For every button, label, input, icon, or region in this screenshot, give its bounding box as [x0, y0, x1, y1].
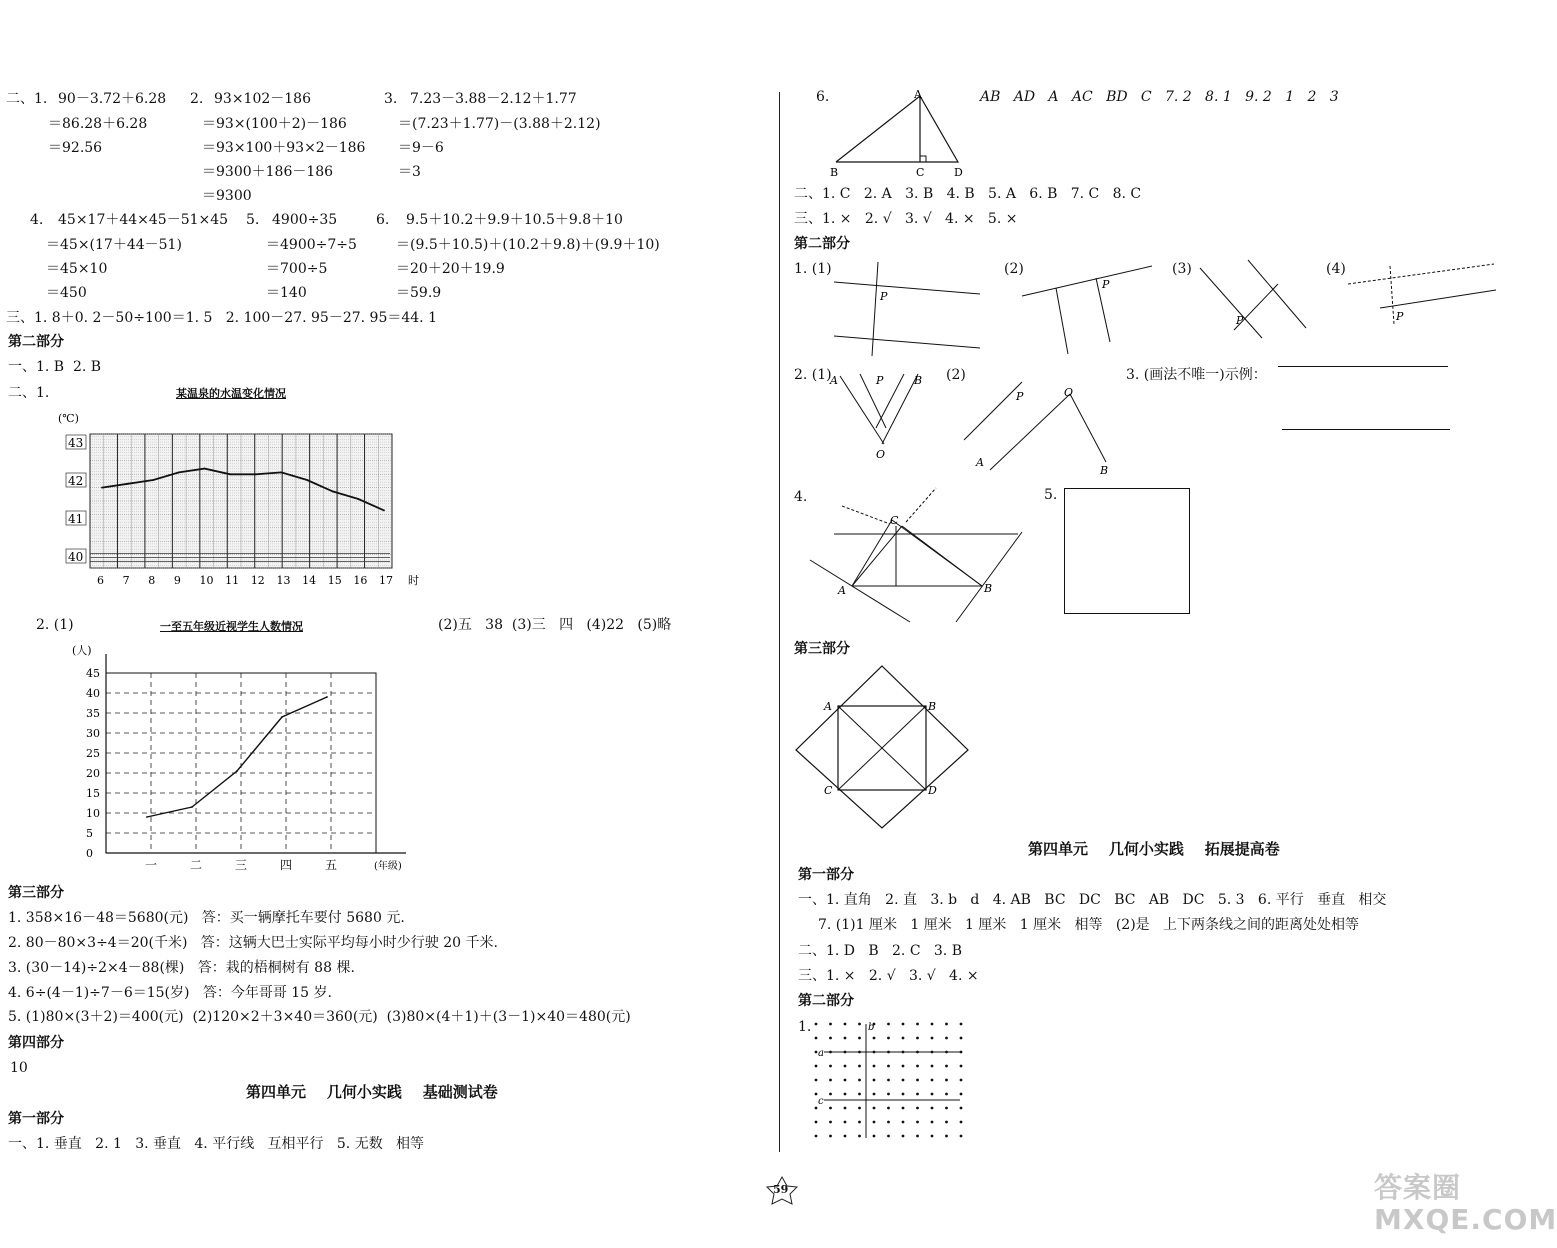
- q1-label-2: (2): [1004, 261, 1024, 277]
- grid-dot: [931, 1135, 934, 1138]
- grid-dot: [844, 1121, 847, 1124]
- grid-dot: [931, 1023, 934, 1026]
- label-c: c: [818, 1096, 824, 1107]
- data-point: [357, 498, 359, 500]
- chart2-title: 一至五年级近视学生人数情况: [160, 620, 303, 633]
- series-line: [147, 697, 327, 817]
- calc-line: ＝(7.23＋1.77)－(3.88＋2.12): [398, 116, 601, 132]
- grid-dot: [902, 1107, 905, 1110]
- q2-figure-2: [960, 376, 1120, 476]
- grid-dot: [916, 1135, 919, 1138]
- q2-label-1: 2. (1): [794, 367, 832, 383]
- grid-dot: [916, 1037, 919, 1040]
- grid-dot: [945, 1079, 948, 1082]
- svg-text:P: P: [1396, 310, 1404, 323]
- svg-text:P: P: [1236, 314, 1244, 327]
- calc-line: ＝86.28＋6.28: [48, 116, 148, 132]
- calc-line: ＝92.56: [48, 140, 103, 156]
- calc-line: 90－3.72＋6.28: [58, 91, 167, 107]
- row2-label-5: 5.: [246, 212, 260, 228]
- grid-dot: [844, 1037, 847, 1040]
- grid-dot: [960, 1107, 963, 1110]
- y-tick-label: 35: [86, 707, 100, 720]
- square-diamond-figure: [792, 664, 972, 828]
- part2-q2-label: 二、1.: [8, 385, 50, 401]
- calc-line: 7.23－3.88－2.12＋1.77: [410, 91, 577, 107]
- grid-dot: [945, 1023, 948, 1026]
- x-axis-label: (年级): [374, 861, 402, 872]
- x-axis-label: 时: [408, 574, 419, 587]
- right-part1-heading: 第一部分: [798, 867, 854, 883]
- tri-label-b: B: [830, 166, 839, 179]
- y-tick-label: 10: [86, 807, 100, 820]
- svg-text:O: O: [1064, 386, 1074, 399]
- label-b: b: [868, 1022, 875, 1033]
- svg-text:P: P: [1102, 278, 1110, 291]
- grid-dot: [829, 1107, 832, 1110]
- q3-label: 3. (画法不唯一)示例：: [1126, 367, 1267, 383]
- grid-dot: [815, 1037, 818, 1040]
- svg-text:B: B: [1100, 464, 1109, 477]
- triangle-figure: [828, 88, 968, 178]
- grid-dot: [887, 1093, 890, 1096]
- calc-line: ＝93×100＋93×2－186: [202, 140, 366, 156]
- grid-dot: [887, 1037, 890, 1040]
- calc-line: ＝(9.5＋10.5)＋(10.2＋9.8)＋(9.9＋10): [396, 237, 660, 253]
- grid-dot: [902, 1065, 905, 1068]
- myopia-chart: [60, 640, 450, 870]
- q1-label-4: (4): [1326, 261, 1346, 277]
- q6-label: 6.: [816, 89, 830, 105]
- grid-dot: [945, 1121, 948, 1124]
- part2-q1: 一、1. B 2. B: [8, 359, 102, 375]
- grid-dot: [873, 1079, 876, 1082]
- s2-label-2: 2.: [190, 91, 204, 107]
- svg-text:P: P: [1016, 390, 1024, 403]
- x-tick-label: 9: [173, 574, 181, 587]
- grid-dot: [960, 1079, 963, 1082]
- grid-dot: [858, 1037, 861, 1040]
- grid-dot: [887, 1121, 890, 1124]
- data-point: [281, 716, 283, 718]
- x-tick-label: 14: [302, 574, 317, 587]
- calc-line: 93×102－186: [214, 91, 311, 107]
- sq-label-a: A: [824, 700, 832, 713]
- q5-label: 5.: [1044, 487, 1058, 503]
- grid-dot: [945, 1037, 948, 1040]
- right-s2: 二、1. C 2. A 3. B 4. B 5. A 6. B 7. C 8. C: [794, 186, 1142, 202]
- part1-heading: 第一部分: [8, 1111, 64, 1127]
- right-part3-heading: 第三部分: [794, 641, 850, 657]
- q1-figure-4: [1346, 258, 1506, 338]
- grid-dot: [829, 1023, 832, 1026]
- grid-dot: [829, 1121, 832, 1124]
- grid-dot: [815, 1023, 818, 1026]
- q1-figure-2: [1018, 258, 1158, 358]
- x-tick-label: 二: [190, 858, 203, 872]
- x-tick-label: 8: [148, 574, 156, 587]
- q1-label-1: 1. (1): [794, 261, 832, 277]
- part3-item: 5. (1)80×(3＋2)＝400(元) (2)120×2＋3×40＝360(元) (3)80×(4＋1)＋(3－1)×40＝480(元): [8, 1009, 631, 1025]
- grid-dot: [945, 1093, 948, 1096]
- grid-dot: [931, 1107, 934, 1110]
- y-tick-label: 45: [86, 667, 100, 680]
- y-tick-label: 20: [86, 767, 100, 780]
- grid-dot: [887, 1023, 890, 1026]
- grid-dot: [902, 1093, 905, 1096]
- q5-square: [1064, 488, 1190, 614]
- right-part1-line1: 一、1. 直角 2. 直 3. b d 4. AB BC DC BC AB DC 5. 3 6. 平行 垂直 相交: [798, 892, 1387, 908]
- part3-item: 4. 6÷(4－1)÷7－6＝15(岁) 答：今年哥哥 15 岁.: [8, 985, 332, 1001]
- grid-dot: [931, 1121, 934, 1124]
- grid-dot: [858, 1065, 861, 1068]
- grid-dot: [916, 1079, 919, 1082]
- q2-answers: (2)五 38 (3)三 四 (4)22 (5)略: [438, 617, 672, 633]
- grid-dot: [844, 1079, 847, 1082]
- y-tick-label: 40: [86, 687, 100, 700]
- grid-dot: [960, 1037, 963, 1040]
- grid-dot: [960, 1023, 963, 1026]
- grid-dot: [844, 1135, 847, 1138]
- x-tick-label: 7: [122, 574, 130, 587]
- grid-dot: [858, 1079, 861, 1082]
- calc-line: ＝93×(100＋2)－186: [202, 116, 347, 132]
- grid-dot: [815, 1135, 818, 1138]
- calc-line: ＝9－6: [398, 140, 444, 156]
- x-tick-label: 11: [225, 574, 240, 587]
- calc-line: ＝4900÷7÷5: [266, 237, 357, 253]
- svg-text:C: C: [890, 514, 899, 527]
- x-tick-label: 四: [280, 858, 293, 872]
- q6-answers: AB AD A AC BD C 7. 2 8. 1 9. 2 1 2 3: [980, 89, 1339, 105]
- y-tick-label: 0: [86, 847, 93, 860]
- q2-1-label: 2. (1): [36, 617, 74, 633]
- data-point: [383, 510, 385, 512]
- grid-dot: [815, 1121, 818, 1124]
- grid-dot: [945, 1065, 948, 1068]
- grid-dot: [873, 1135, 876, 1138]
- grid-dot: [902, 1037, 905, 1040]
- s2-label-3: 3.: [384, 91, 398, 107]
- x-tick-label: 一: [145, 858, 158, 872]
- sq-label-d: D: [928, 784, 937, 797]
- unit-title-extended: 第四单元 几何小实践 拓展提高卷: [1028, 840, 1280, 858]
- grid-dot: [829, 1065, 832, 1068]
- y-axis-label: (人): [72, 644, 92, 657]
- y-tick-label: 41: [68, 512, 84, 526]
- right-part1-line2: 7. (1)1 厘米 1 厘米 1 厘米 1 厘米 相等 (2)是 上下两条线之间的距离处处相等: [818, 917, 1360, 933]
- calc-line: ＝20＋20＋19.9: [396, 261, 505, 277]
- data-point: [281, 472, 283, 474]
- q3-line-bottom: [1282, 429, 1450, 430]
- svg-text:A: A: [976, 456, 984, 469]
- grid-dot: [815, 1051, 818, 1054]
- grid-dot: [902, 1121, 905, 1124]
- calc-line: 45×17＋44×45－51×45: [58, 212, 229, 228]
- grid-dot: [873, 1093, 876, 1096]
- calc-line: ＝140: [266, 285, 307, 301]
- grid-dot: [844, 1023, 847, 1026]
- data-point: [152, 479, 154, 481]
- q1-figure-1: [826, 260, 986, 360]
- data-point: [236, 770, 238, 772]
- grid-dot: [873, 1121, 876, 1124]
- grid-dot: [858, 1135, 861, 1138]
- grid-dot: [873, 1107, 876, 1110]
- page-number-badge: [760, 1176, 804, 1206]
- q2-figure-1: [826, 366, 936, 462]
- right-part1-s3: 三、1. × 2. √ 3. √ 4. ×: [798, 968, 979, 984]
- tri-label-a: A: [914, 88, 922, 101]
- grid-dot: [858, 1121, 861, 1124]
- grid-dot: [916, 1065, 919, 1068]
- grid-dot: [916, 1107, 919, 1110]
- watermark: 答案圈 MXQE.COM: [1374, 1171, 1557, 1237]
- calc-line: ＝700÷5: [266, 261, 328, 277]
- grid-dot: [960, 1135, 963, 1138]
- s2-label-1: 二、1.: [6, 91, 48, 107]
- q2-label-2: (2): [946, 367, 966, 383]
- y-tick-label: 5: [86, 827, 93, 840]
- grid-dot: [902, 1135, 905, 1138]
- page-number: 59: [773, 1183, 789, 1196]
- data-point: [191, 806, 193, 808]
- x-tick-label: 13: [276, 574, 291, 587]
- data-point: [326, 696, 328, 698]
- right-s3: 三、1. × 2. √ 3. √ 4. × 5. ×: [794, 211, 1018, 227]
- x-tick-label: 15: [327, 574, 342, 587]
- tri-label-d: D: [954, 166, 963, 179]
- q1-label-3: (3): [1172, 261, 1192, 277]
- grid-dot: [931, 1079, 934, 1082]
- svg-text:O: O: [876, 448, 886, 461]
- water-temp-chart: [56, 410, 496, 610]
- grid-dot: [887, 1079, 890, 1082]
- grid-dot: [916, 1023, 919, 1026]
- grid-dot: [873, 1037, 876, 1040]
- grid-dot: [931, 1037, 934, 1040]
- right-part2-heading: 第二部分: [794, 236, 850, 252]
- x-tick-label: 三: [235, 858, 248, 872]
- grid-dot: [858, 1093, 861, 1096]
- grid-dot: [887, 1135, 890, 1138]
- data-point: [332, 491, 334, 493]
- svg-text:P: P: [880, 290, 888, 303]
- part3-heading: 第三部分: [8, 885, 64, 901]
- row2-label-4: 4.: [30, 212, 44, 228]
- data-point: [306, 479, 308, 481]
- grid-dot: [902, 1079, 905, 1082]
- grid-dot: [844, 1065, 847, 1068]
- calc-line: 9.5＋10.2＋9.9＋10.5＋9.8＋10: [406, 212, 623, 228]
- part4-heading: 第四部分: [8, 1035, 64, 1051]
- chart1-title: 某温泉的水温变化情况: [176, 387, 286, 400]
- dot-grid-label: 1.: [798, 1019, 812, 1035]
- grid-dot: [945, 1107, 948, 1110]
- grid-dot: [902, 1023, 905, 1026]
- grid-dot: [844, 1107, 847, 1110]
- grid-dot: [829, 1135, 832, 1138]
- grid-dot: [815, 1093, 818, 1096]
- page-divider: [779, 92, 780, 1152]
- grid-dot: [960, 1065, 963, 1068]
- grid-dot: [916, 1093, 919, 1096]
- calc-line: 4900÷35: [272, 212, 338, 228]
- part1-q1: 一、1. 垂直 2. 1 3. 垂直 4. 平行线 互相平行 5. 无数 相等: [8, 1136, 425, 1152]
- right-part2b-heading: 第二部分: [798, 993, 854, 1009]
- y-tick-label: 40: [68, 550, 84, 564]
- grid-dot: [829, 1079, 832, 1082]
- y-tick-label: 42: [68, 474, 84, 488]
- y-tick-label: 15: [86, 787, 100, 800]
- grid-dot: [829, 1037, 832, 1040]
- calc-line: ＝59.9: [396, 285, 442, 301]
- grid-dot: [887, 1107, 890, 1110]
- tri-label-c: C: [916, 166, 925, 179]
- grid-dot: [945, 1135, 948, 1138]
- row2-label-6: 6.: [376, 212, 390, 228]
- x-tick-label: 10: [199, 574, 214, 587]
- calc-line: ＝450: [46, 285, 87, 301]
- calc-line: ＝45×10: [46, 261, 108, 277]
- svg-text:B: B: [984, 582, 993, 595]
- y-axis-label: (℃): [58, 412, 79, 425]
- data-point: [101, 487, 103, 489]
- q4-label: 4.: [794, 489, 808, 505]
- grid-dot: [960, 1121, 963, 1124]
- grid-dot: [815, 1079, 818, 1082]
- x-tick-label: 6: [97, 574, 104, 587]
- section-3-answers: 三、1. 8＋0. 2－50÷100＝1. 5 2. 100－27. 95－27. 95＝44. 1: [6, 310, 437, 326]
- data-point: [229, 473, 231, 475]
- calc-line: ＝45×(17＋44－51): [46, 237, 182, 253]
- data-point: [127, 483, 129, 485]
- calc-line: ＝9300＋186－186: [202, 164, 334, 180]
- x-tick-label: 16: [353, 574, 368, 587]
- grid-dot: [829, 1093, 832, 1096]
- grid-dot: [844, 1093, 847, 1096]
- grid-dot: [931, 1093, 934, 1096]
- label-a: a: [818, 1048, 824, 1059]
- grid-dot: [815, 1107, 818, 1110]
- part3-item: 2. 80－80×3÷4＝20(千米) 答：这辆大巴士实际平均每小时少行驶 20 千米.: [8, 935, 498, 951]
- grid-dot: [858, 1107, 861, 1110]
- q1-figure-3: [1196, 256, 1316, 356]
- grid-dot: [960, 1093, 963, 1096]
- grid-dot: [916, 1121, 919, 1124]
- right-part1-s2: 二、1. D B 2. C 3. B: [798, 943, 962, 959]
- grid-dot: [931, 1065, 934, 1068]
- part3-item: 1. 358×16－48＝5680(元) 答：买一辆摩托车要付 5680 元.: [8, 910, 405, 926]
- data-point: [255, 473, 257, 475]
- svg-text:B: B: [914, 374, 923, 387]
- q4-figure: [806, 484, 1026, 624]
- grid-dot: [887, 1065, 890, 1068]
- calc-line: ＝3: [398, 164, 421, 180]
- data-point: [204, 468, 206, 470]
- part3-item: 3. (30－14)÷2×4－88(棵) 答：栽的梧桐树有 88 棵.: [8, 960, 355, 976]
- svg-text:A: A: [838, 584, 846, 597]
- svg-text:A: A: [830, 374, 838, 387]
- grid-dot: [815, 1065, 818, 1068]
- sq-label-c: C: [824, 784, 833, 797]
- x-tick-label: 五: [325, 858, 338, 872]
- q3-line-top: [1278, 366, 1448, 367]
- part2-heading: 第二部分: [8, 334, 64, 350]
- grid-dot: [873, 1065, 876, 1068]
- svg-text:P: P: [876, 374, 884, 387]
- calc-line: ＝9300: [202, 188, 252, 204]
- grid-dot: [960, 1051, 963, 1054]
- data-point: [178, 472, 180, 474]
- sq-label-b: B: [928, 700, 937, 713]
- y-tick-label: 25: [86, 747, 100, 760]
- x-tick-label: 17: [379, 574, 393, 587]
- grid-dot: [858, 1023, 861, 1026]
- y-tick-label: 43: [68, 436, 84, 450]
- dot-grid-figure: [810, 1018, 980, 1148]
- y-tick-label: 30: [86, 727, 100, 740]
- data-point: [146, 816, 148, 818]
- unit-title-basic: 第四单元 几何小实践 基础测试卷: [246, 1083, 498, 1101]
- x-tick-label: 12: [250, 574, 265, 587]
- part4-answer: 10: [10, 1060, 28, 1076]
